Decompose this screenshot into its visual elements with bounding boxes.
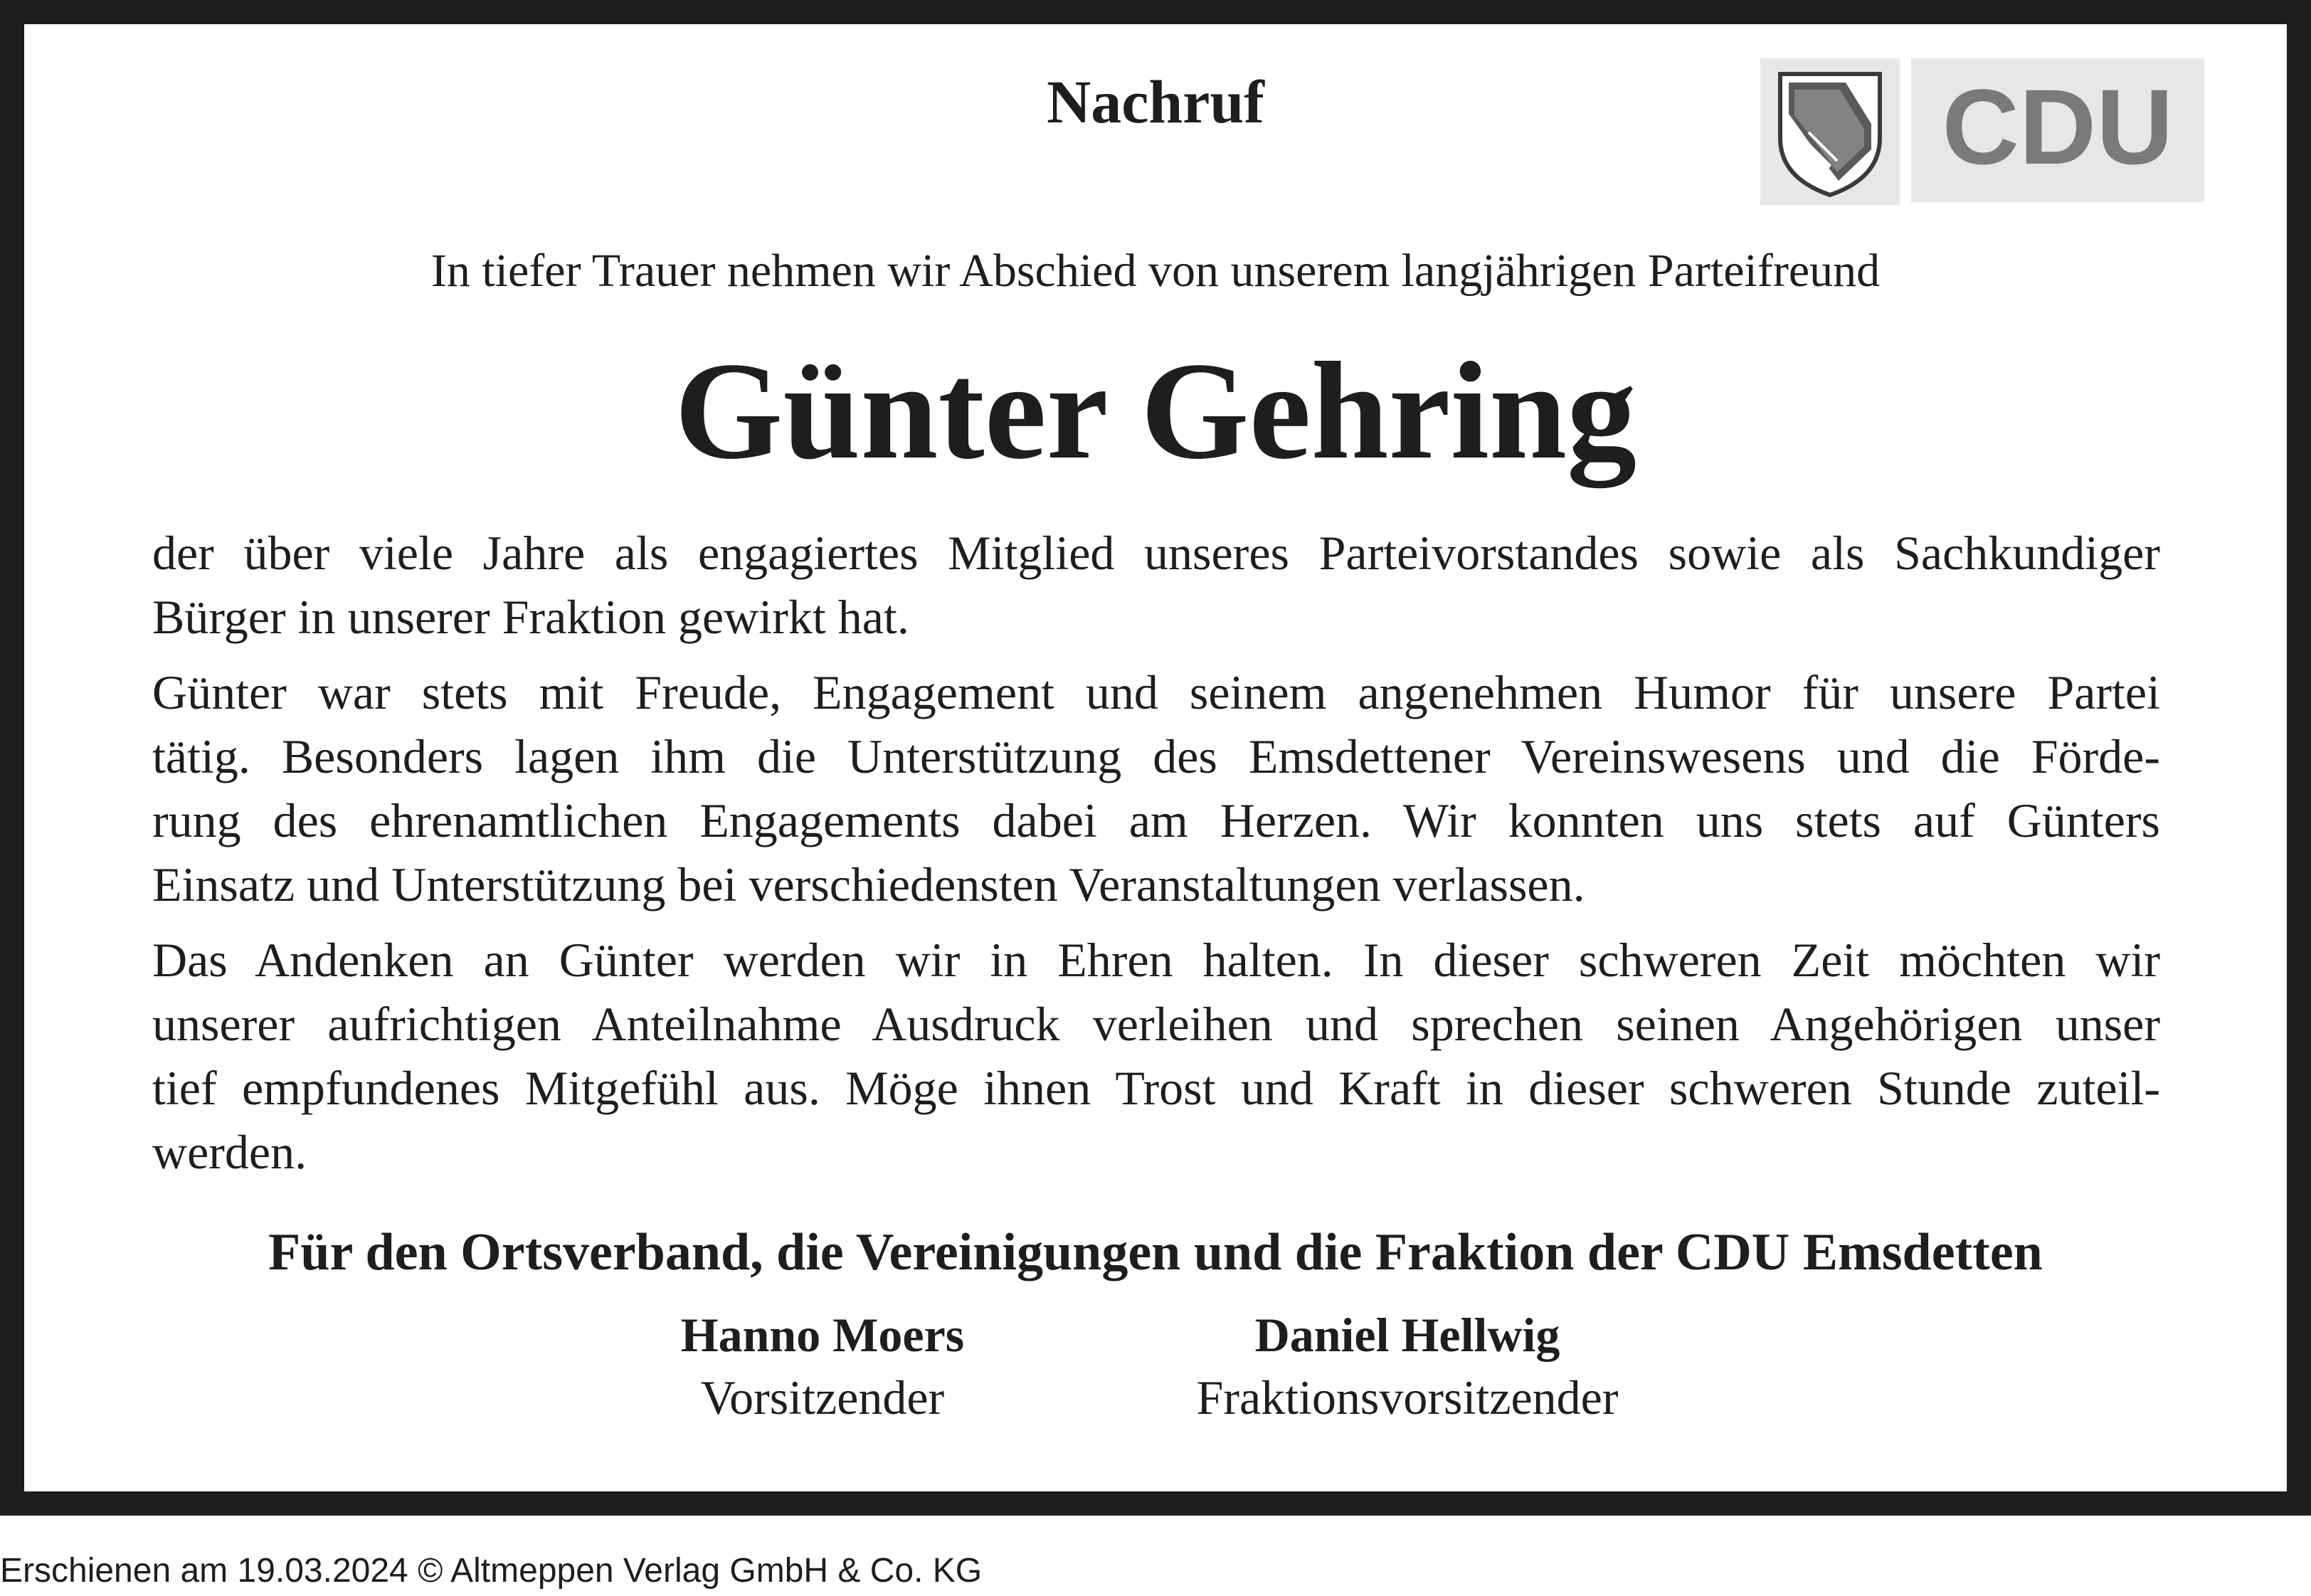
paragraph-2 [152, 660, 2160, 916]
coat-of-arms-icon [1760, 58, 1900, 205]
text-line: rung des ehrenamtlichen Engagements dabei am Herzen. Wir konnten uns stets auf Günters [152, 793, 2160, 847]
deceased-name: Günter Gehring [674, 334, 1637, 488]
coat-of-arms-logo [1760, 58, 1900, 205]
signatory-role: Vorsitzender [700, 1370, 945, 1425]
intro-text: In tiefer Trauer nehmen wir Abschied von unserem langjährigen Parteifreund [430, 245, 1881, 297]
text-line: Günter war stets mit Freude, Engagement und seinem angenehmen Humor für unsere Partei [152, 665, 2160, 719]
signatory-1 [538, 1304, 1107, 1429]
signatory-name: Daniel Hellwig [1254, 1308, 1560, 1362]
text-line: Einsatz und Unterstützung bei verschiedensten Veranstaltungen verlassen. [152, 857, 1585, 911]
text-line: der über viele Jahre als engagiertes Mitglied unseres Parteivorstandes sowie als Sachkundiger [152, 526, 2160, 580]
paragraph-3 [152, 928, 2160, 1184]
cdu-logo [1911, 58, 2204, 202]
closing-line: Für den Ortsverband, die Vereinigungen und die Fraktion der CDU Emsdetten [268, 1223, 2043, 1281]
text-line: Das Andenken an Günter werden wir in Ehren halten. In dieser schweren Zeit möchten wir [152, 933, 2160, 987]
obituary-body [152, 521, 2160, 1184]
cdu-logo-text: CDU [1942, 67, 2174, 186]
paragraph-1 [152, 521, 2160, 649]
obituary-title: Nachruf [1047, 68, 1264, 136]
text-line: werden. [152, 1125, 307, 1179]
text-line: tätig. Besonders lagen ihm die Unterstützung des Emsdettener Vereinswesens und die Förde- [152, 729, 2160, 783]
publication-footer: Erschienen am 19.03.2024 © Altmeppen Verlag GmbH & Co. KG [0, 1552, 983, 1590]
signatory-role: Fraktionsvorsitzender [1196, 1370, 1619, 1425]
text-line: unserer aufrichtigen Anteilnahme Ausdruck verleihen und sprechen seinen Angehörigen unser [152, 997, 2160, 1051]
text-line: tief empfundenes Mitgefühl aus. Möge ihnen Trost und Kraft in dieser schweren Stunde zuteil- [152, 1061, 2160, 1115]
signatory-2 [1123, 1304, 1692, 1429]
signatory-name: Hanno Moers [680, 1308, 965, 1362]
text-line: Bürger in unserer Fraktion gewirkt hat. [152, 590, 909, 644]
